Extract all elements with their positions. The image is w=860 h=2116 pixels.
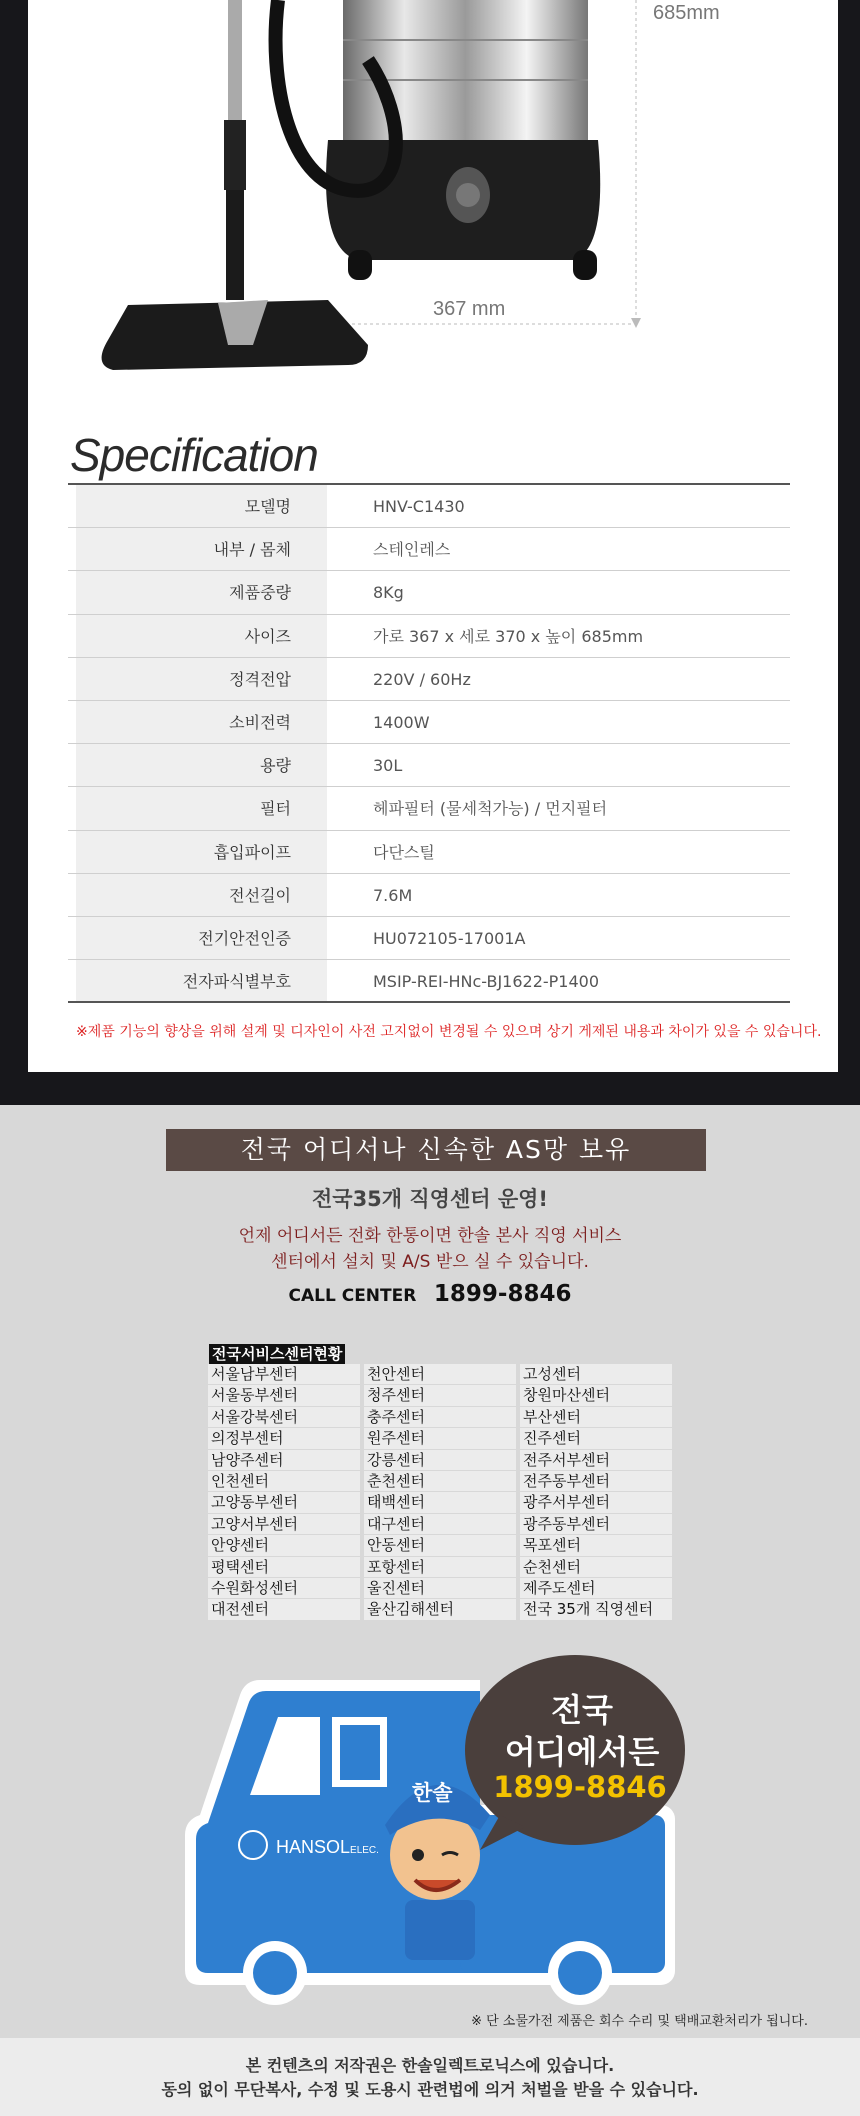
service-center-item: 울진센터	[364, 1578, 516, 1599]
truck-illustration	[180, 1655, 690, 2005]
service-center-item: 부산센터	[520, 1407, 672, 1428]
spec-disclaimer: ※제품 기능의 향상을 위해 설계 및 디자인이 사전 고지없이 변경될 수 있으며 상기 게제된 내용과 차이가 있을 수 있습니다.	[76, 1024, 822, 1040]
height-dimension-label: 685mm	[653, 2, 720, 24]
as-banner: 전국 어디서나 신속한 AS망 보유	[166, 1129, 706, 1171]
spec-label: 소비전력	[68, 701, 327, 743]
spec-value: MSIP-REI-HNc-BJ1622-P1400	[373, 972, 600, 992]
spec-row	[68, 831, 790, 874]
service-center-item: 순천센터	[520, 1557, 672, 1578]
cap-logo-text: 한솔	[412, 1781, 453, 1805]
service-center-item: 원주센터	[364, 1428, 516, 1449]
service-center-item: 울산김해센터	[364, 1599, 516, 1620]
spec-label: 전기안전인증	[68, 917, 327, 959]
as-description-line: 언제 어디서든 전화 한통이면 한솔 본사 직영 서비스	[238, 1226, 622, 1246]
service-center-item: 전주동부센터	[520, 1471, 672, 1492]
as-description-line: 센터에서 설치 및 A/S 받으 실 수 있습니다.	[271, 1252, 589, 1272]
spec-card	[28, 0, 838, 1072]
service-center-item: 전주서부센터	[520, 1450, 672, 1471]
as-footnote: ※ 단 소물가전 제품은 회수 수리 및 택배교환처리가 됩니다.	[471, 2014, 808, 2029]
spec-value: 헤파필터 (물세척가능) / 먼지필터	[373, 799, 608, 819]
service-center-item: 남양주센터	[208, 1450, 360, 1471]
spec-row	[68, 960, 790, 1003]
service-center-item: 평택센터	[208, 1557, 360, 1578]
bubble-line-2: 어디에서든	[504, 1733, 660, 1771]
spec-label: 내부 / 몸체	[68, 528, 327, 570]
as-description	[0, 1223, 860, 1275]
service-center-item: 고양동부센터	[208, 1492, 360, 1513]
spec-value: 7.6M	[373, 885, 413, 905]
spec-label: 흡입파이프	[68, 831, 327, 873]
bubble-phone: 1899-8846	[493, 1770, 667, 1804]
service-center-item: 대구센터	[364, 1514, 516, 1535]
spec-table	[68, 485, 790, 1003]
hansol-logo-suffix: ELEC.	[350, 1845, 379, 1856]
call-center-label: CALL CENTER	[288, 1286, 417, 1306]
service-center-item: 포항센터	[364, 1557, 516, 1578]
service-center-item: 안양센터	[208, 1535, 360, 1556]
spec-label: 전선길이	[68, 874, 327, 916]
service-center-item: 청주센터	[364, 1385, 516, 1406]
spec-row	[68, 485, 790, 528]
as-section	[0, 1105, 860, 2038]
service-center-item: 서울동부센터	[208, 1385, 360, 1406]
service-center-column	[208, 1364, 360, 1621]
spec-title: Specification	[70, 429, 318, 481]
spec-value: 30L	[373, 756, 403, 776]
service-center-item: 서울강북센터	[208, 1407, 360, 1428]
service-center-item: 안동센터	[364, 1535, 516, 1556]
spec-value: 가로 367 x 세로 370 x 높이 685mm	[373, 626, 644, 646]
spec-label: 용량	[68, 744, 327, 786]
service-center-item: 강릉센터	[364, 1450, 516, 1471]
copyright-line: 동의 없이 무단복사, 수정 및 도용시 관련법에 의거 처벌을 받을 수 있습니다.	[161, 2080, 699, 2099]
copyright-line: 본 컨텐츠의 저작권은 한솔일렉트로닉스에 있습니다.	[245, 2056, 615, 2075]
service-center-item: 수원화성센터	[208, 1578, 360, 1599]
width-dimension-label: 367 mm	[433, 298, 506, 320]
vacuum-illustration	[28, 0, 838, 420]
service-center-item: 제주도센터	[520, 1578, 672, 1599]
call-center	[0, 1281, 860, 1307]
service-center-item: 진주센터	[520, 1428, 672, 1449]
service-center-item: 의정부센터	[208, 1428, 360, 1449]
bubble-line-1: 전국	[551, 1691, 613, 1729]
spec-row	[68, 744, 790, 787]
spec-row	[68, 917, 790, 960]
spec-label: 모델명	[68, 485, 327, 527]
spec-value: 220V / 60Hz	[373, 669, 471, 689]
copyright-notice	[0, 2038, 860, 2116]
spec-value: 스테인레스	[373, 540, 451, 560]
spec-value: 1400W	[373, 712, 430, 732]
hansol-logo	[276, 1837, 379, 1858]
spec-label: 전자파식별부호	[68, 960, 327, 1001]
spec-row	[68, 528, 790, 571]
service-center-list	[208, 1364, 672, 1621]
call-center-number: 1899-8846	[433, 1281, 572, 1307]
service-center-item: 대전센터	[208, 1599, 360, 1620]
spec-row	[68, 571, 790, 614]
service-center-column	[520, 1364, 672, 1621]
spec-value: 다단스틸	[373, 842, 435, 862]
service-center-item: 충주센터	[364, 1407, 516, 1428]
hansol-logo-text: HANSOL	[276, 1837, 351, 1857]
spec-label: 정격전압	[68, 658, 327, 700]
spec-label: 필터	[68, 787, 327, 829]
spec-label: 제품중량	[68, 571, 327, 613]
service-center-item: 창원마산센터	[520, 1385, 672, 1406]
service-center-column	[364, 1364, 516, 1621]
service-center-item: 태백센터	[364, 1492, 516, 1513]
spec-row	[68, 787, 790, 830]
spec-row	[68, 701, 790, 744]
as-subtitle: 전국35개 직영센터 운영!	[312, 1187, 548, 1211]
service-center-heading: 전국서비스센터현황	[209, 1344, 345, 1364]
spec-row	[68, 874, 790, 917]
spec-value: 8Kg	[373, 583, 404, 603]
service-center-item: 서울남부센터	[208, 1364, 360, 1385]
service-center-item: 광주서부센터	[520, 1492, 672, 1513]
service-center-item: 인천센터	[208, 1471, 360, 1492]
spec-row	[68, 658, 790, 701]
service-center-item: 광주동부센터	[520, 1514, 672, 1535]
spec-value: HU072105-17001A	[373, 928, 526, 948]
spec-value: HNV-C1430	[373, 497, 465, 516]
spec-row	[68, 615, 790, 658]
spec-label: 사이즈	[68, 615, 327, 657]
service-center-item: 천안센터	[364, 1364, 516, 1385]
service-center-item: 춘천센터	[364, 1471, 516, 1492]
service-center-item: 고양서부센터	[208, 1514, 360, 1535]
service-center-item: 전국 35개 직영센터	[520, 1599, 672, 1620]
service-center-item: 목포센터	[520, 1535, 672, 1556]
product-image	[28, 0, 838, 420]
service-center-item: 고성센터	[520, 1364, 672, 1385]
